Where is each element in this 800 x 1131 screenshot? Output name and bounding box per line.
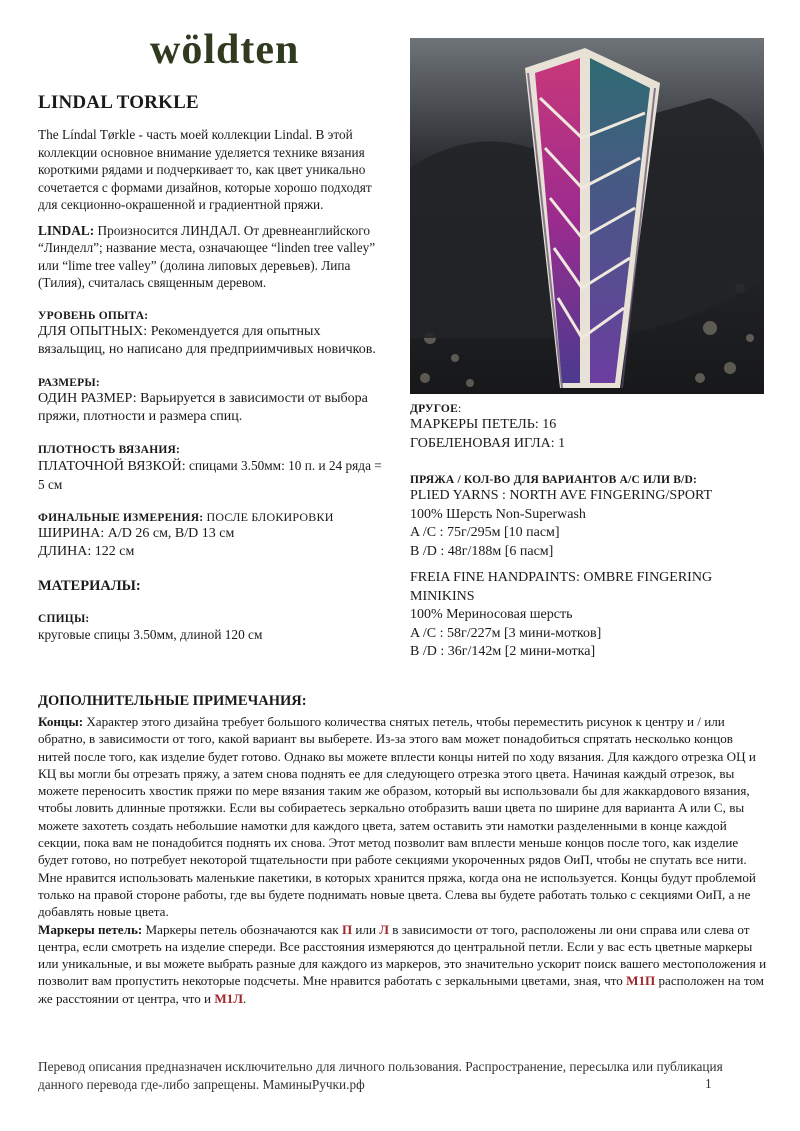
markers-label: Маркеры петель: bbox=[38, 921, 143, 937]
plied-yarn-ac: A /C : 75г/295м [10 пасм] bbox=[410, 525, 560, 540]
final-heading-label: ФИНАЛЬНЫЕ ИЗМЕРЕНИЯ: bbox=[38, 512, 204, 524]
other-heading bbox=[410, 402, 770, 416]
left-column bbox=[38, 92, 390, 644]
brand-logo: wöldten bbox=[150, 27, 300, 73]
m1l-symbol: М1Л bbox=[214, 990, 243, 1006]
shawl-photo-illustration bbox=[410, 38, 764, 394]
final-heading bbox=[38, 510, 390, 525]
experience-text bbox=[38, 323, 390, 359]
ends-label: Концы: bbox=[38, 714, 84, 729]
markers-text-3: расположен на том же расстоянии от центра, что и bbox=[38, 973, 764, 1006]
gauge-desc: спицами 3.50мм: 10 п. и 24 ряда = 5 см bbox=[38, 457, 382, 492]
markers-text-2: в зависимости от того, расположены ли они справа или слева от центра, если смотреть на изделие спереди. Все расстояния измеряются до центральной петли. Если у вас есть цветные маркеры или уникальные, и вы можете выбрать разные для каждого из маркеров, это значительно ускорит поиск вашего местоположения и позволит вам пропустить некоторые подсчеты. Мне нравится работать с зеркальными цветами, зная, что bbox=[38, 921, 767, 989]
experience-desc: Рекомендуется для опытных вязальщиц, но написано для предприимчивых новичков. bbox=[38, 323, 376, 357]
materials-heading: МАТЕРИАЛЫ: bbox=[38, 578, 141, 594]
markers-end: . bbox=[243, 990, 247, 1006]
markers-or: или bbox=[352, 921, 380, 937]
needles-heading: СПИЦЫ: bbox=[38, 613, 90, 625]
markers-count: МАРКЕРЫ ПЕТЕЛЬ: 16 bbox=[410, 417, 557, 432]
gauge-text bbox=[38, 457, 390, 494]
plied-yarn-bd: B /D : 48г/188м [6 пасм] bbox=[410, 543, 554, 559]
shawl-photo bbox=[410, 38, 764, 394]
sizes-desc: Варьируется в зависимости от выбора пряжи, плотности и размера спиц. bbox=[38, 390, 368, 424]
intro-paragraph: The Líndal Tørkle - часть моей коллекции Lindal. В этой коллекции основное внимание уделяется технике вязания короткими рядами и подчеркивает то, как цвет уникально сочетается с формами дизайнов, которые хорошо подходят для секционно-окрашенной и градиентной пряжи. bbox=[38, 127, 372, 212]
gauge-stitch: ПЛАТОЧНОЙ ВЯЗКОЙ: bbox=[38, 458, 186, 474]
sizes-text bbox=[38, 390, 390, 426]
yarn-heading: ПРЯЖА / КОЛ-ВО ДЛЯ ВАРИАНТОВ A/C ИЛИ B/D: bbox=[410, 474, 697, 486]
marker-left-symbol: Л bbox=[379, 921, 389, 937]
freia-yarn-ac: A /C : 58г/227м [3 мини-мотков] bbox=[410, 625, 602, 641]
final-width: ШИРИНА: A/D 26 см, B/D 13 см bbox=[38, 526, 235, 541]
additional-notes bbox=[38, 693, 768, 1007]
freia-yarn-bd: B /D : 36г/142м [2 мини-мотка] bbox=[410, 644, 596, 659]
experience-level: ДЛЯ ОПЫТНЫХ: bbox=[38, 323, 148, 339]
lindal-text: Произносится ЛИНДАЛ. От древнеанглийского “Линделл”; название места, означающее “linden tree valley” или “lime tree valley” (долина липовых деревьев). Липа (Тилия), считалась священным деревом. bbox=[38, 222, 376, 290]
pattern-title: LINDAL TORKLE bbox=[38, 92, 199, 113]
freia-yarn-fiber: 100% Мериносовая шерсть bbox=[410, 607, 573, 622]
plied-yarn-fiber: 100% Шерсть Non-Superwash bbox=[410, 506, 586, 522]
marker-right-symbol: П bbox=[341, 921, 353, 937]
notes-ends-paragraph bbox=[38, 713, 768, 921]
notes-heading: ДОПОЛНИТЕЛЬНЫЕ ПРИМЕЧАНИЯ: bbox=[38, 693, 307, 709]
experience-heading: УРОВЕНЬ ОПЫТА: bbox=[38, 309, 149, 322]
needles-text: круговые спицы 3.50мм, длиной 120 см bbox=[38, 627, 263, 642]
notes-markers-paragraph bbox=[38, 921, 768, 1007]
final-length: ДЛИНА: 122 см bbox=[38, 544, 135, 559]
plied-yarn-name: PLIED YARNS : NORTH AVE FINGERING/SPORT bbox=[410, 488, 713, 503]
right-column bbox=[410, 402, 770, 662]
ends-text: Характер этого дизайна требует большого количества снятых петель, чтобы переместить рисунок к центру и / или обратно, в зависимости от того, какой вариант вы выберете. Из-за этого вам может понадобиться спрятать несколько концов нитей после того, как изделие будет готово. Однако вы можете вплести концы нитей по ходу вязания. Для каждого отрезка ОЦ и КЦ вы могли бы отрезать пряжу, а затем снова поднять ее для следующего отрезка этого цвета. Начиная каждый отрезок, вы можете переносить хвостик пряжи по мере вязания таким же образом, который вы использовали бы для жаккардового вязания, чтобы ловить длинные протяжки. Если вы собираетесь зеркально отобразить ваши цвета по ширине для варианта A или C, вы можете захотеть создать небольшие намотки для каждого цвета, затем оставить эти намотки разделенными в конце каждой секции, пока вам не понадобится поднять их снова. Этот метод позволит вам вплести меньше концов после того, как изделие будет готово, но потребует некоторой тщательности при работе секциями укороченных рядов ОиП, чтобы не спутать все нити. Мне нравится использовать маленькие пакетики, в которых хранится пряжа, когда она не используется. Концы будут проблемой только на правой стороне работы, где вы будете поднимать новые цвета. Слева вы будете работать только с секциями ОиП, а не добавлять новые цвета. bbox=[38, 714, 756, 920]
m1p-symbol: М1П bbox=[626, 973, 656, 989]
tapestry-needle: ГОБЕЛЕНОВАЯ ИГЛА: 1 bbox=[410, 435, 566, 451]
lindal-paragraph bbox=[38, 222, 390, 292]
sizes-heading: РАЗМЕРЫ: bbox=[38, 376, 100, 389]
final-subheading: ПОСЛЕ БЛОКИРОВКИ bbox=[203, 510, 334, 524]
gauge-heading: ПЛОТНОСТЬ ВЯЗАНИЯ: bbox=[38, 443, 181, 456]
page-number: 1 bbox=[705, 1076, 712, 1091]
freia-yarn-name: FREIA FINE HANDPAINTS: OMBRE FINGERING MINIKINS bbox=[410, 570, 713, 604]
footer-disclaimer: Перевод описания предназначен исключительно для личного пользования. Распространение, пересылка или публикация данного перевода где-либо запрещены. МаминыРучки.рф bbox=[38, 1059, 723, 1092]
other-heading-label: ДРУГОЕ bbox=[410, 403, 458, 415]
lindal-label: LINDAL: bbox=[38, 222, 95, 238]
other-heading-colon: : bbox=[457, 403, 462, 415]
sizes-size: ОДИН РАЗМЕР: bbox=[38, 390, 137, 406]
markers-text-1: Маркеры петель обозначаются как bbox=[142, 921, 342, 937]
